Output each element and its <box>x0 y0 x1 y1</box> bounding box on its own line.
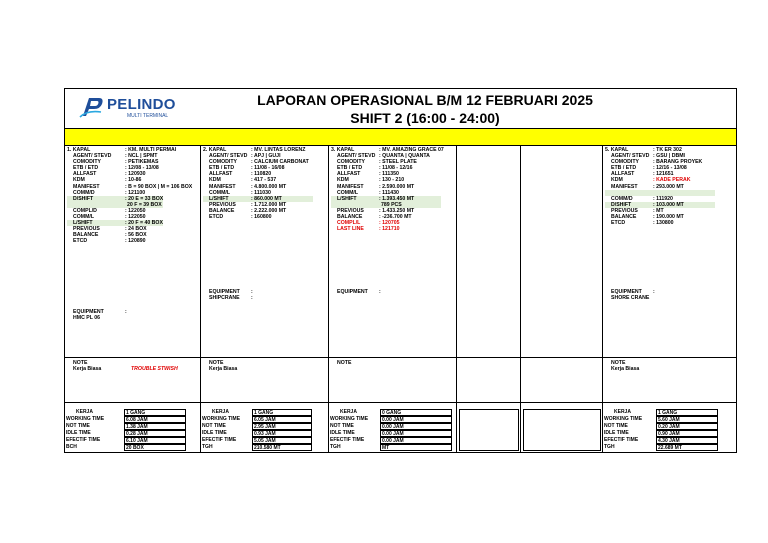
equipment-5: EQUIPMENT : SHORE CRANE <box>611 289 655 302</box>
detail-row: COMODITY : PETIKEMAS <box>73 159 159 166</box>
logo-sub: MULTI TERMINAL <box>127 113 169 119</box>
detail-row: COMM/D : 121100 <box>73 189 146 196</box>
detail-row-highlight: 20 F = 39 BOX <box>67 202 163 208</box>
column-4a <box>457 146 521 452</box>
report-title <box>215 91 635 127</box>
detail-row: COMM/L : 122050 <box>73 214 146 221</box>
detail-row: KDM : 10-86 <box>73 177 142 184</box>
yellow-band <box>65 128 736 146</box>
pelindo-logo <box>79 96 179 122</box>
kerja-separator <box>65 402 736 403</box>
vessel-5-details: 5. KAPAL : TK ER 302 AGENT/ STEVD : GSU | DBMI COMODITY : BARANG PROYEK ETB / ETD : 12/16 - 13/08 ALLFAST : 121651 KDM : KADE PERAK MANIFEST : 293.000 MT COMM/D : 111920 D/SHIFT : 103.000 MT PREVIOUS : MT BALANCE : 190.000 MT ETCD : 130800 <box>605 147 715 226</box>
note-5: NOTE Kerja Biasa <box>611 360 640 373</box>
title-line-2: SHIFT 2 (16:00 - 24:00) <box>350 110 500 126</box>
detail-row: 1. KAPAL : KM. MULTI PERMAI <box>67 147 177 153</box>
note-3: NOTE <box>337 360 352 366</box>
detail-row: PREVIOUS : 24 BOX <box>73 226 147 233</box>
title-line-1: LAPORAN OPERASIONAL B/M 12 FEBRUARI 2025 <box>257 92 593 108</box>
detail-row: MANIFEST : B = 90 BOX | M = 106 BOX <box>73 183 193 190</box>
detail-row: ALLFAST : 120930 <box>73 171 146 178</box>
detail-row: COMPL/D : 122050 <box>73 207 146 214</box>
note-2: NOTE Kerja Biasa <box>209 360 238 373</box>
note-1: NOTE Kerja Biasa TROUBLE STWISH <box>73 360 178 373</box>
detail-row: ETB / ETD : 12/08 - 13/08 <box>73 165 159 172</box>
detail-row-highlight: L/SHIFT : 20 F = 40 BOX <box>67 220 163 226</box>
vessel-1-details <box>67 147 193 245</box>
column-4b <box>521 146 603 452</box>
detail-row: AGENT/ STEVD : NCL | SPMT <box>73 153 158 160</box>
detail-row: ETCD : 120890 <box>73 238 146 245</box>
equipment-2: EQUIPMENT : SHIPCRANE : <box>209 289 253 302</box>
note-separator <box>65 357 736 358</box>
report-sheet: PELINDO MULTI TERMINAL LAPORAN OPERASIONAL B/M 12 FEBRUARI 2025 SHIFT 2 (16:00 - 24:00) 1. KAPAL : KM. MULTI PERMAI AGENT/ STEVD : NCL | SPMT COMODITY : PETIKEMAS ETB / ETD : 12/08 - 13/08 ALLFAST : 120930 KDM : 10-86 MANIFEST : B = 90 BOX | M = 106 BOX COMM/D : 121100 D/SHIFT : 20 E = 33 BOX 20 F = 39 BOX COMPL/D : 122050 COMM/L : 122050 L/SHIFT : 20 F = 40 BOX PREVIOUS : 24 BOX BALANCE : 56 BOX ETCD : 120890 EQUIPMENT : HMC PL 06 NOTE Kerja Biasa TROUBLE STWISH 2. KAPAL : MV. LINTAS LORENZ AGENT/ STEVD : APJ | GUJI COMODITY : CALCIUM CARBONAT ETB / ETD : 11/08 - 16/08 ALLFAST : 110820 KDM : 417 - 537 MANIFEST : 4.800.000 MT COMM/L : 111030 L/SHIFT : 860.000 MT PREVIOUS : 1.712.000 MT BALANCE : 2.222.000 MT ETCD : 160800 EQUIPMENT : SHIPCRANE : NOTE Kerja Biasa 3. KAPAL : MV. AMAZING GRACE 07 AGENT/ STEVD : QUANTA | QUANTA COMODITY : STEEL PLATE ETB / ETD : 11/08 - 12/16 ALLFAST : 111350 KDM : 130 - 210 MANIFEST : 2.590.000 MT COMM/L : 111430 L/SHIFT : 1.393.450 MT 789 PCS PREVIOUS : 1.433.250 MT BALANCE : -236.700 MT COMPL/L : 120705 LAST LINE : 121710 EQUIPMENT : NOTE 5. KAPAL : TK ER 302 AGENT/ STEVD : GSU | DBMI COMODITY : BARANG PROYEK ETB / ETD : 12/16 - 13/08 ALLFAST : 121651 KDM : KADE PERAK MANIFEST : 293.000 MT COMM/D : 111920 D/SHIFT : 103.000 MT PREVIOUS : MT BALANCE : 190.000 MT ETCD : 130800 EQUIPMENT : SHORE CRANE NOTE Kerja Biasa KERJA 1 GANG WORKING TIME 6.08 JAM NOT TIME 1.38 JAM IDLE TIME 0.28 JAM EFECTIF TIME 6.10 JAM BCH 20 BOX KERJA 1 GANG WORKING TIME 6.05 JAM NOT TIME 2.95 JAM IDLE TIME 0.93 JAM EFECTIF TIME 5.05 JAM TGH 210.580 MT KERJA 0 GANG WORKING TIME 0.00 JAM NOT TIME 0.00 JAM IDLE TIME 0.00 JAM EFECTIF TIME 0.00 JAM TGH MT KERJA 1 GANG WORKING TIME 5.60 JAM NOT TIME 0.20 JAM IDLE TIME 0.90 JAM EFECTIF TIME 4.30 JAM TGH 22.689 MT <box>64 88 737 453</box>
trouble-note: TROUBLE STWISH <box>131 366 178 373</box>
logo-name: PELINDO <box>107 96 176 113</box>
vessel-3-details: 3. KAPAL : MV. AMAZING GRACE 07 AGENT/ STEVD : QUANTA | QUANTA COMODITY : STEEL PLATE ETB / ETD : 11/08 - 12/16 ALLFAST : 111350 KDM : 130 - 210 MANIFEST : 2.590.000 MT COMM/L : 111430 L/SHIFT : 1.393.450 MT 789 PCS PREVIOUS : 1.433.250 MT BALANCE : -236.700 MT COMPL/L : 120705 LAST LINE : 121710 <box>331 147 444 233</box>
pelindo-logo-icon <box>79 96 105 118</box>
equipment-1: EQUIPMENT : HMC PL 06 <box>73 309 127 322</box>
equipment-3: EQUIPMENT : <box>337 289 381 295</box>
vessel-2-details: 2. KAPAL : MV. LINTAS LORENZ AGENT/ STEVD : APJ | GUJI COMODITY : CALCIUM CARBONAT ETB / ETD : 11/08 - 16/08 ALLFAST : 110820 KDM : 417 - 537 MANIFEST : 4.800.000 MT COMM/L : 111030 L/SHIFT : 860.000 MT PREVIOUS : 1.712.000 MT BALANCE : 2.222.000 MT ETCD : 160800 <box>203 147 313 220</box>
detail-row: BALANCE : 56 BOX <box>73 232 147 239</box>
detail-row-highlight: D/SHIFT : 20 E = 33 BOX <box>67 196 163 202</box>
